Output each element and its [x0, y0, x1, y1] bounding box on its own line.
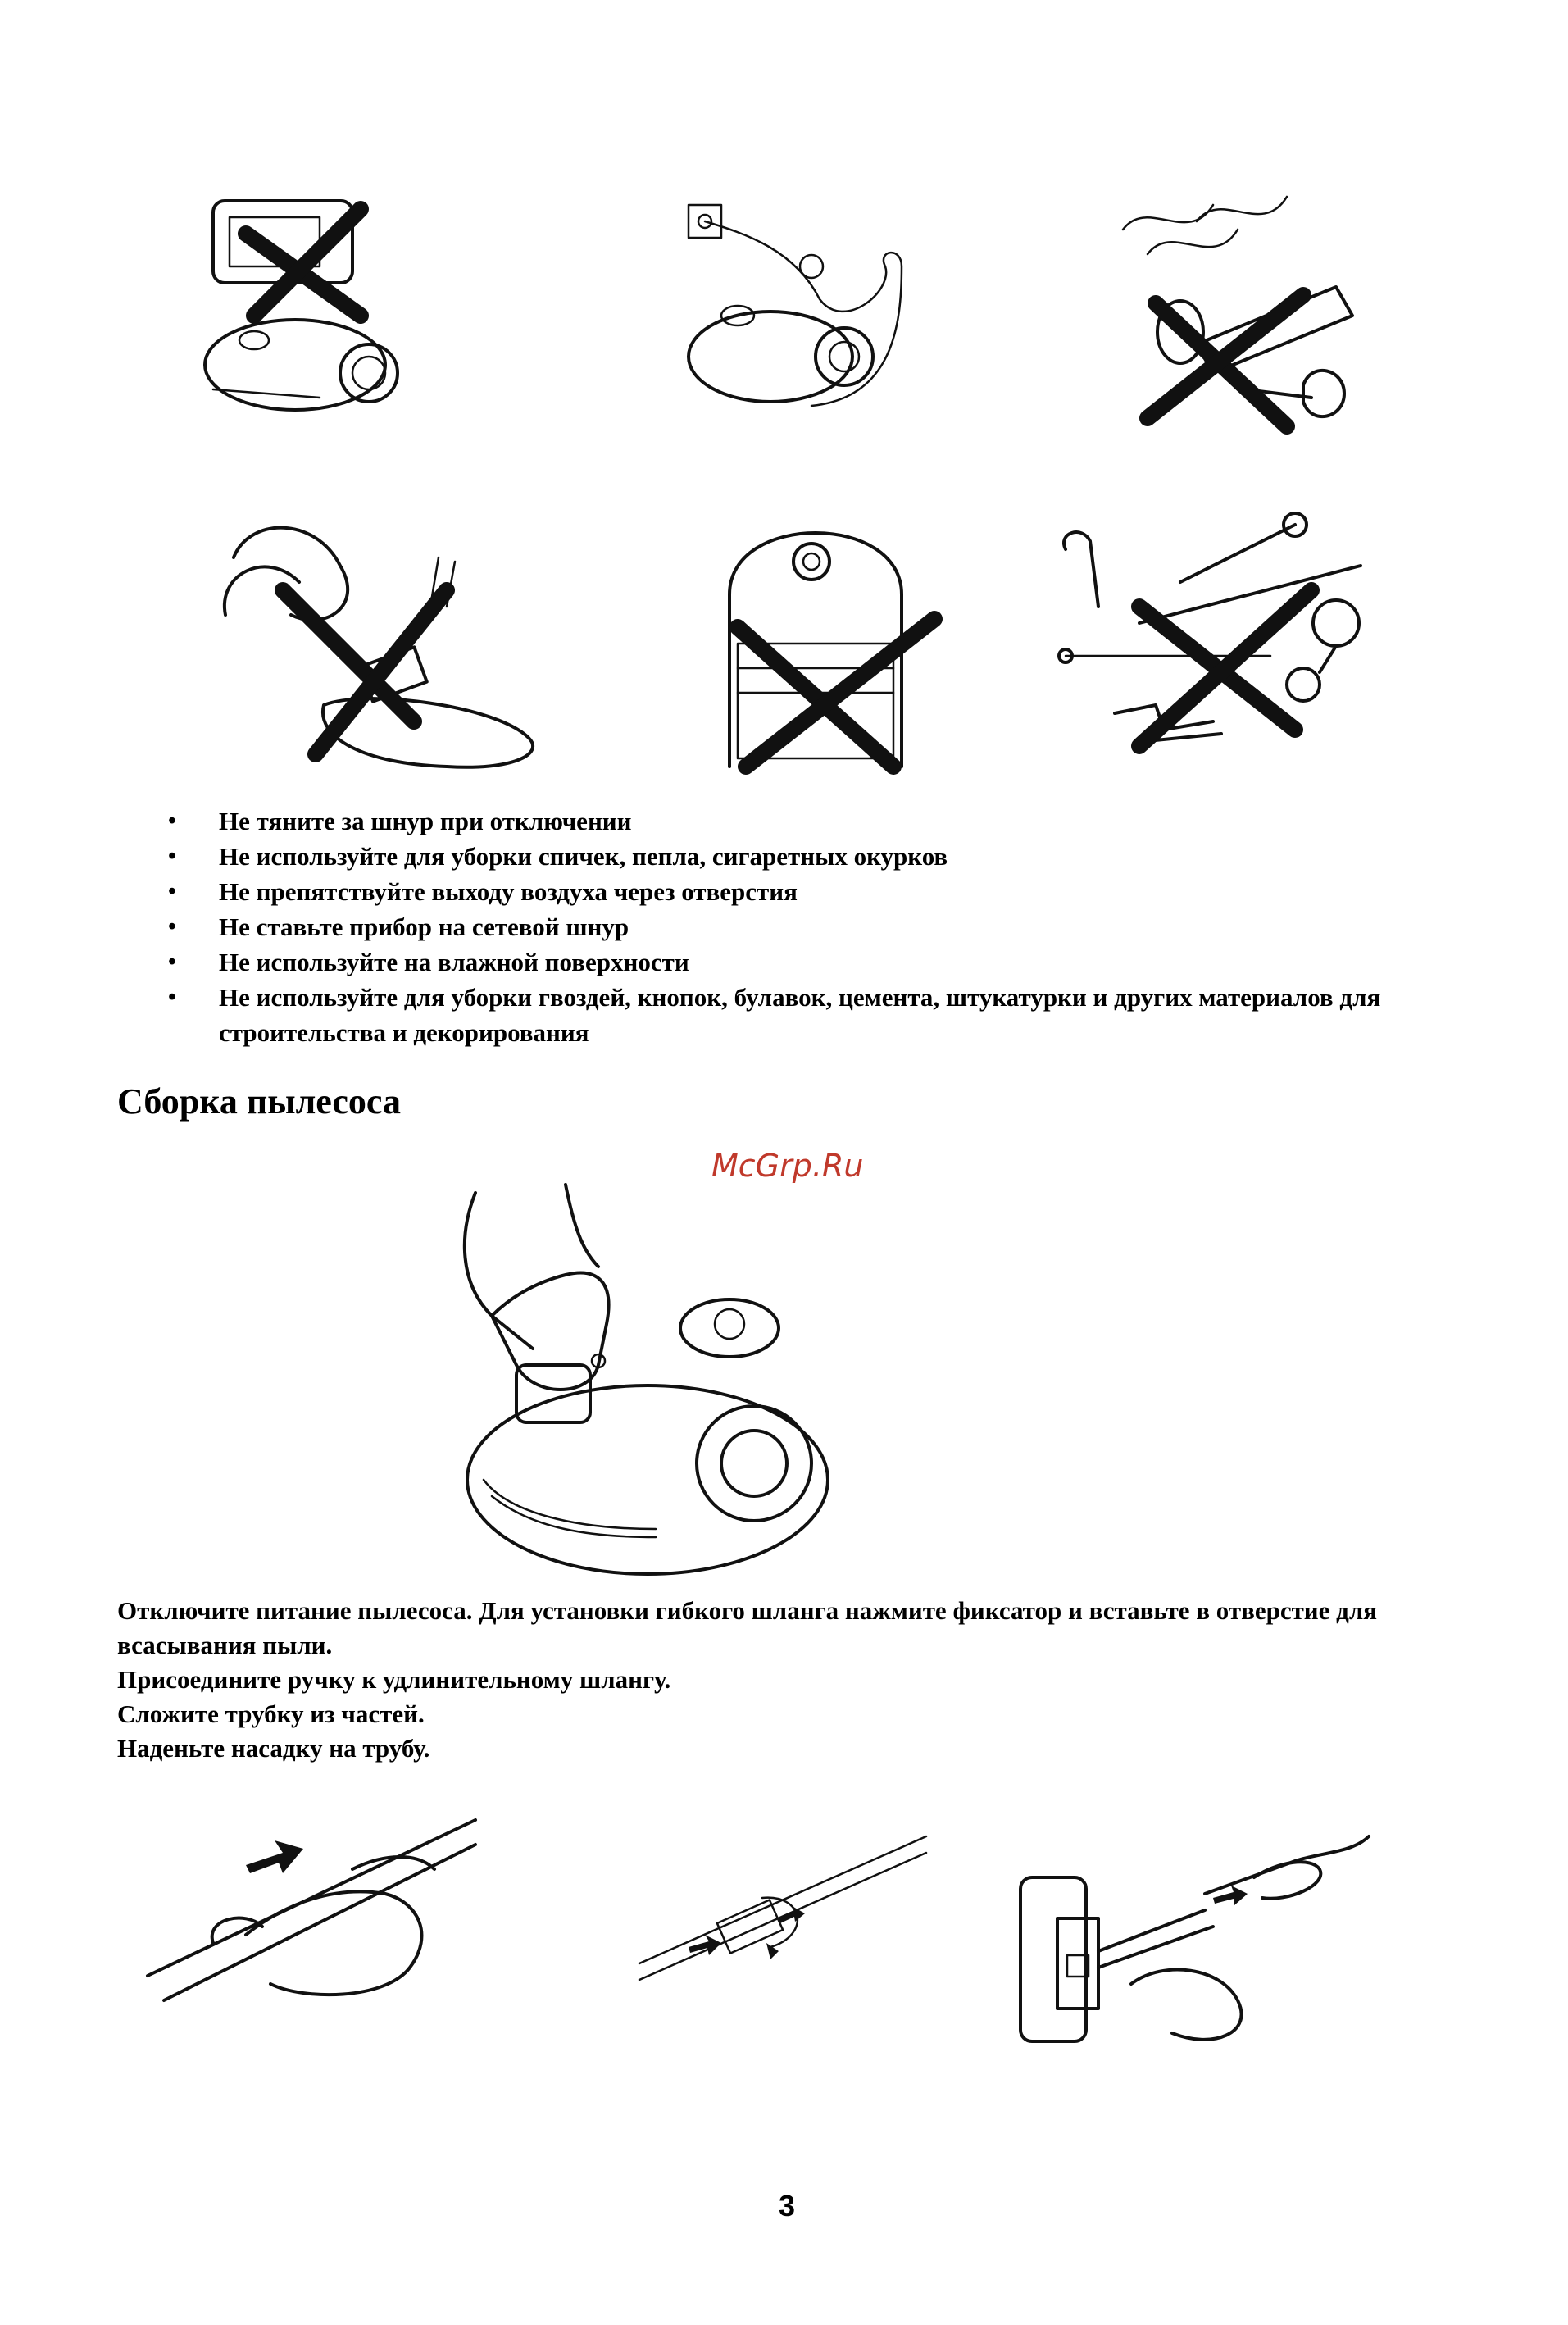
warning-item	[168, 839, 1438, 874]
warning-illustration-nails-pins	[1049, 500, 1393, 762]
warning-item	[168, 803, 1438, 839]
warning-illustration-blocked-vent	[713, 496, 926, 775]
warning-item-text: Не используйте для уборки гвоздей, кнопок, булавок, цемента, штукатурки и других материалов для строительства и декорирования	[219, 983, 1381, 1047]
warning-item	[168, 944, 1438, 980]
assembly-instructions	[117, 1594, 1461, 1766]
warning-item-text: Не используйте для уборки спичек, пепла, сигаретных окурков	[219, 842, 948, 871]
bullet-icon: •	[168, 914, 176, 940]
warning-item	[168, 980, 1438, 1050]
warning-illustration-unplug	[197, 176, 418, 422]
warning-item-text: Не ставьте прибор на сетевой шнур	[219, 912, 629, 941]
warning-item-text: Не тяните за шнур при отключении	[219, 807, 632, 835]
section-title: Сборка пылесоса	[117, 1081, 401, 1122]
warning-list	[168, 803, 1438, 1050]
warning-illustration-cigarettes	[1098, 180, 1369, 443]
warning-item-text: Не препятствуйте выходу воздуха через отверстия	[219, 877, 798, 906]
warning-item	[168, 874, 1438, 909]
bullet-icon: •	[168, 808, 176, 834]
instruction-step: Наденьте насадку на трубу.	[117, 1734, 430, 1763]
instruction-step: Присоедините ручку к удлинительному шлангу.	[117, 1665, 671, 1694]
warning-illustration-cord	[680, 201, 918, 422]
warning-illustration-wet-surface	[201, 508, 545, 771]
warning-item	[168, 909, 1438, 944]
assembly-illustration-nozzle	[1008, 1804, 1385, 2050]
assembly-illustration-tube-join	[631, 1820, 934, 1984]
bullet-icon: •	[168, 879, 176, 904]
watermark: McGrp.Ru	[711, 1148, 864, 1184]
warning-item-text: Не используйте на влажной поверхности	[219, 948, 689, 976]
bullet-icon: •	[168, 985, 176, 1010]
bullet-icon: •	[168, 844, 176, 869]
bullet-icon: •	[168, 949, 176, 975]
instruction-step: Отключите питание пылесоса. Для установки гибкого шланга нажмите фиксатор и вставьте в отверстие для всасывания пыли.	[117, 1596, 1378, 1659]
instruction-step: Сложите трубку из частей.	[117, 1699, 425, 1728]
assembly-illustration-hose-insertion	[459, 1185, 820, 1578]
assembly-illustration-handle	[139, 1804, 492, 2017]
page-number: 3	[779, 2189, 796, 2223]
